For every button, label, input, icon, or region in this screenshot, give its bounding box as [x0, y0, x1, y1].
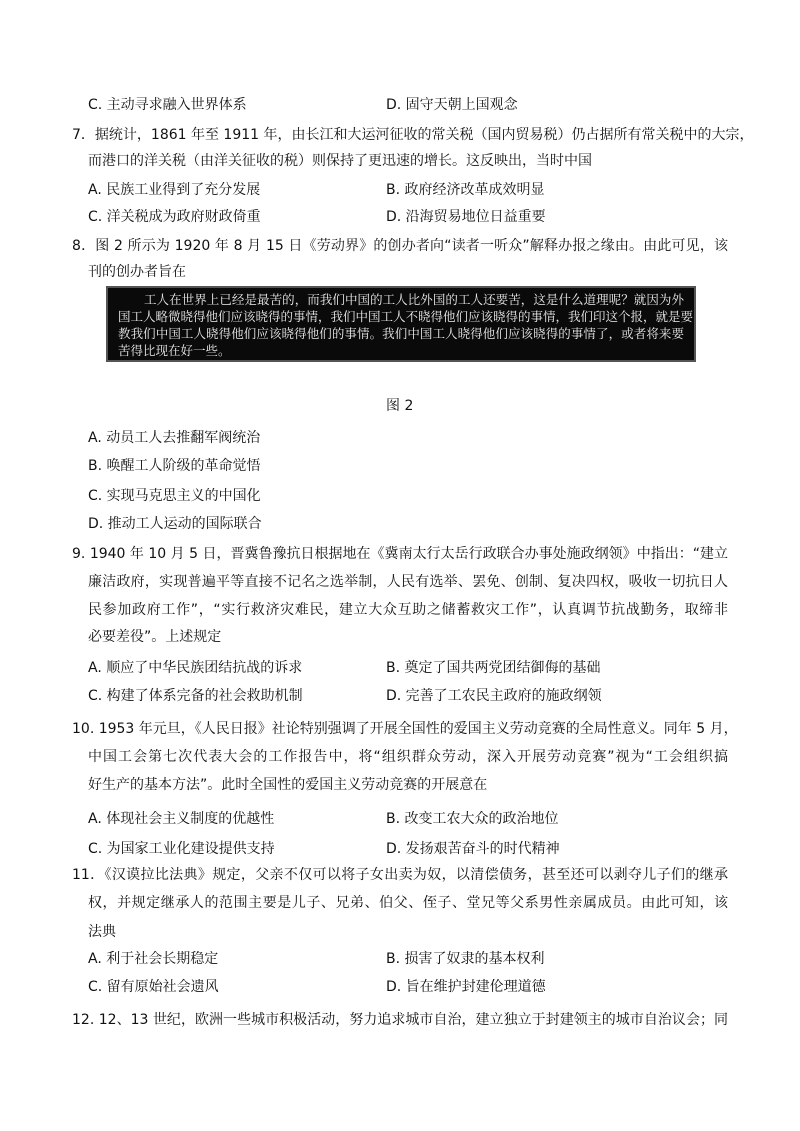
q10-option-c: C. 为国家工业化建设提供支持	[88, 841, 275, 857]
q9-option-d: D. 完善了工农民主政府的施政纲领	[386, 688, 602, 704]
q7-option-b: B. 政府经济改革成效明显	[386, 182, 545, 198]
q7-option-a: A. 民族工业得到了充分发展	[88, 182, 261, 198]
q8-option-b: B. 唤醒工人阶级的革命觉悟	[88, 458, 261, 474]
q7-stem-line: 7．据统计，1861 年至 1911 年，由长江和大运河征收的常关税（国内贸易税）仍占据所有常关税中的大宗，	[72, 127, 754, 143]
q8-option-c: C. 实现马克思主义的中国化	[88, 488, 261, 504]
q11-stem-line: 法典	[88, 924, 116, 940]
figure-text-line: 工人在世界上已经是最苦的，而我们中国的工人比外国的工人还要苦，这是什么道理呢？就因为外	[144, 292, 684, 307]
q11-option-d: D. 旨在维护封建伦理道德	[386, 979, 546, 995]
q10-option-d: D. 发扬艰苦奋斗的时代精神	[386, 841, 560, 857]
figure-text-line: 国工人略微晓得他们应该晓得的事情，我们中国工人不晓得他们应该晓得的事情，我们印这个报，就是要	[118, 309, 694, 324]
figure-caption: 图 2	[386, 398, 414, 414]
q7-stem-line: 而港口的洋关税（由洋关征收的税）则保持了更迅速的增长。这反映出，当时中国	[88, 153, 592, 169]
q9-stem-line: 必要差役”。上述规定	[88, 629, 222, 645]
q12-stem-line: 12. 12、13 世纪，欧洲一些城市积极活动，努力追求城市自治，建立独立于封建领主的城市自治议会；同	[72, 1012, 728, 1028]
q8-stem-line: 刊的创办者旨在	[88, 264, 186, 280]
q10-stem-line: 好生产的基本方法”。此时全国性的爱国主义劳动竞赛的开展意在	[88, 777, 488, 793]
q10-option-a: A. 体现社会主义制度的优越性	[88, 811, 275, 827]
q8-option-d: D. 推动工人运动的国际联合	[88, 516, 262, 532]
q9-stem-line: 民参加政府工作”，“实行救济灾难民，建立大众互助之储蓄救灾工作”，认真调节抗战勤务，取缔非	[88, 602, 728, 618]
q9-option-b: B. 奠定了国共两党团结御侮的基础	[386, 660, 601, 676]
q7-option-d: D. 沿海贸易地位日益重要	[386, 209, 546, 225]
q8-stem-line: 8．图 2 所示为 1920 年 8 月 15 日《劳动界》的创办者向“读者一听众”解释办报之缘由。由此可见，该	[72, 238, 728, 254]
q9-option-a: A. 顺应了中华民族团结抗战的诉求	[88, 660, 303, 676]
figure-text-line: 教我们中国工人晓得他们应该晓得他们的事情。我们中国工人晓得他们应该晓得的事情了，或者将来要	[118, 326, 684, 341]
q6-option-d: D. 固守天朝上国观念	[386, 97, 518, 113]
q9-option-c: C. 构建了体系完备的社会救助机制	[88, 688, 303, 704]
q10-stem-line: 10. 1953 年元旦，《人民日报》社论特别强调了开展全国性的爱国主义劳动竞赛的全局性意义。同年 5 月，	[72, 721, 738, 737]
q10-stem-line: 中国工会第七次代表大会的工作报告中，将“组织群众劳动，深入开展劳动竞赛”视为“工会组织搞	[88, 749, 728, 765]
q11-stem-line: 11．《汉谟拉比法典》规定，父亲不仅可以将子女出卖为奴，以清偿债务，甚至还可以剥夺儿子们的继承	[72, 867, 728, 883]
q6-option-c: C. 主动寻求融入世界体系	[88, 97, 247, 113]
q8-option-a: A. 动员工人去推翻军阀统治	[88, 430, 261, 446]
q9-stem-line: 9. 1940 年 10 月 5 日，晋冀鲁豫抗日根据地在《冀南太行太岳行政联合办事处施政纲领》中指出：“建立	[72, 546, 728, 562]
q11-option-c: C. 留有原始社会遗风	[88, 979, 219, 995]
figure-text-line: 苦得比现在好一些。	[118, 343, 231, 358]
q9-stem-line: 廉洁政府，实现普遍平等直接不记名之选举制，人民有选举、罢免、创制、复决四权，吸收一切抗日人	[88, 574, 728, 590]
q11-option-a: A. 利于社会长期稳定	[88, 951, 219, 967]
q7-option-c: C. 洋关税成为政府财政倚重	[88, 209, 261, 225]
figure-2-image	[106, 286, 696, 362]
q10-option-b: B. 改变工农大众的政治地位	[386, 811, 559, 827]
q11-option-b: B. 损害了奴隶的基本权利	[386, 951, 545, 967]
q11-stem-line: 权，并规定继承人的范围主要是儿子、兄弟、伯父、侄子、堂兄等父系男性亲属成员。由此可知，该	[88, 895, 728, 911]
